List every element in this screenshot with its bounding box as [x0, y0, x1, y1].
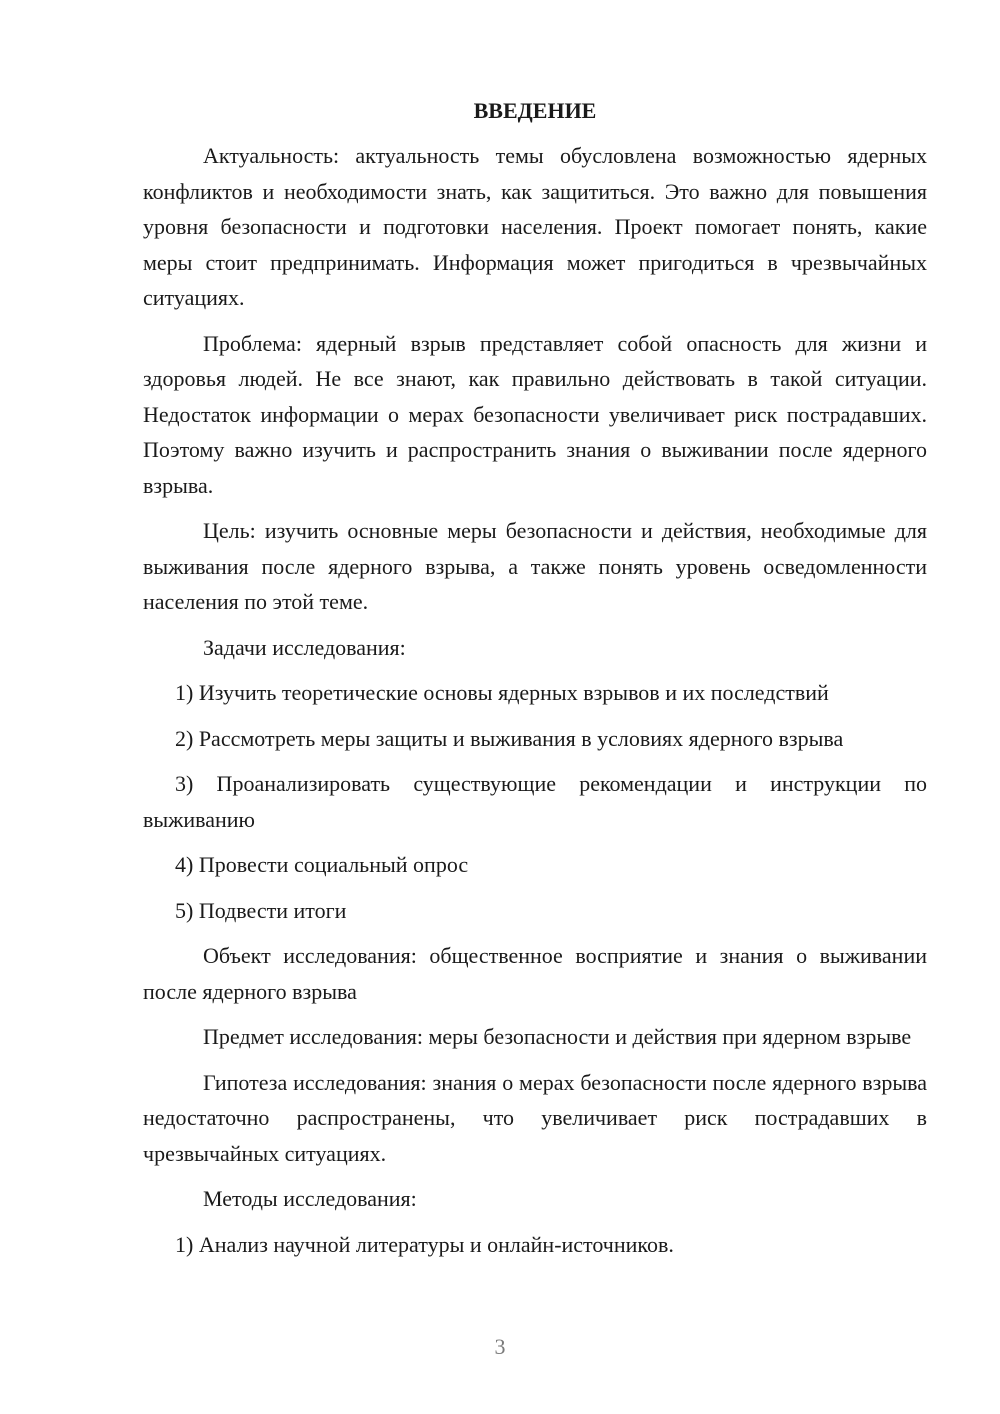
paragraph-subject: Предмет исследования: меры безопасности и действия при ядерном взрыве [203, 1024, 912, 1049]
task-item-4: 4) Провести социальный опрос [175, 852, 469, 877]
paragraph-problem: Проблема: ядерный взрыв представляет собой опасность для жизни и здоровья людей. Не все знают, как правильно действовать в такой ситуации. Недостаток информации о мерах безопасности увеличивает риск пострадавших. Поэтому важно изучить и распространить знания о выживании после ядерного взрыва. [143, 330, 927, 498]
task-item-3: 3) Проанализировать существующие рекомендации и инструкции по выживанию [143, 771, 927, 832]
paragraph-object: Объект исследования: общественное восприятие и знания о выживании после ядерного взрыва [143, 943, 927, 1004]
document-page [143, 96, 927, 1272]
task-item-1: 1) Изучить теоретические основы ядерных взрывов и их последствий [175, 680, 829, 705]
paragraph-goal: Цель: изучить основные меры безопасности и действия, необходимые для выживания после ядерного взрыва, а также понять уровень осведомленности населения по этой теме. [143, 518, 927, 614]
method-item-1: 1) Анализ научной литературы и онлайн-источников. [175, 1231, 674, 1257]
task-item-5: 5) Подвести итоги [175, 897, 347, 923]
paragraph-relevance: Актуальность: актуальность темы обусловлена возможностью ядерных конфликтов и необходимости знать, как защититься. Это важно для повышения уровня безопасности и подготовки населения. Проект помогает понять, какие меры стоит предпринимать. Информация может пригодиться в чрезвычайных ситуациях. [143, 143, 927, 310]
section-title: ВВЕДЕНИЕ [473, 98, 597, 123]
paragraph-hypothesis: Гипотеза исследования: знания о мерах безопасности после ядерного взрыва недостаточно распространены, что увеличивает риск пострадавших в чрезвычайных ситуациях. [143, 1069, 927, 1166]
task-item-2: 2) Рассмотреть меры защиты и выживания в условиях ядерного взрыва [175, 725, 844, 751]
tasks-heading: Задачи исследования: [203, 634, 406, 660]
methods-heading: Методы исследования: [203, 1186, 417, 1211]
page-number: 3 [494, 1334, 506, 1359]
